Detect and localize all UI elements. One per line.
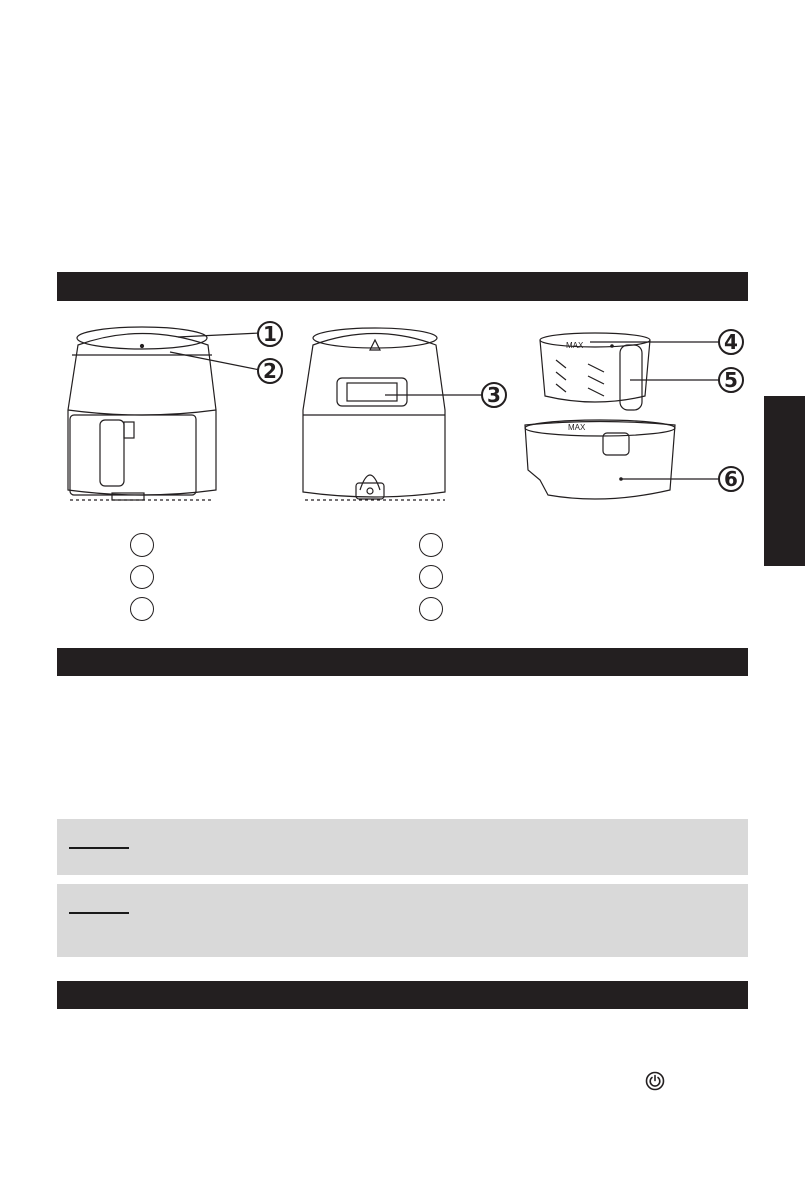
legend-item-right-2 — [419, 565, 443, 589]
callout-6 — [719, 467, 743, 491]
power-icon — [645, 1071, 665, 1091]
legend-item-right-1 — [419, 533, 443, 557]
legend-item-right-3 — [419, 597, 443, 621]
air-fryer-front-view — [68, 327, 216, 500]
note-box-1 — [57, 819, 748, 875]
note-box-2 — [57, 884, 748, 957]
callout-1 — [258, 322, 282, 346]
callout-3 — [482, 383, 506, 407]
callout-6-number: 6 — [724, 467, 738, 491]
legend-item-left-1 — [130, 533, 154, 557]
legend-item-left-2 — [130, 565, 154, 589]
inner-basket — [540, 333, 650, 410]
callout-2-number: 2 — [263, 359, 277, 383]
callout-3-number: 3 — [487, 383, 501, 407]
outer-pot — [525, 420, 675, 499]
note-label — [69, 894, 129, 914]
callout-4-number: 4 — [724, 330, 738, 354]
callout-1-number: 1 — [263, 322, 277, 346]
section-header-3 — [57, 981, 748, 1009]
product-diagram — [0, 0, 805, 530]
callout-5 — [719, 368, 743, 392]
section-header-2 — [57, 648, 748, 676]
callout-5-number: 5 — [724, 368, 738, 392]
legend-item-left-3 — [130, 597, 154, 621]
air-fryer-rear-view — [303, 328, 445, 500]
note-label — [69, 829, 129, 849]
outer-pot-max-mark: MAX — [568, 423, 586, 432]
callout-2 — [258, 359, 282, 383]
callout-4 — [719, 330, 743, 354]
inner-basket-max-mark: MAX — [566, 341, 584, 350]
